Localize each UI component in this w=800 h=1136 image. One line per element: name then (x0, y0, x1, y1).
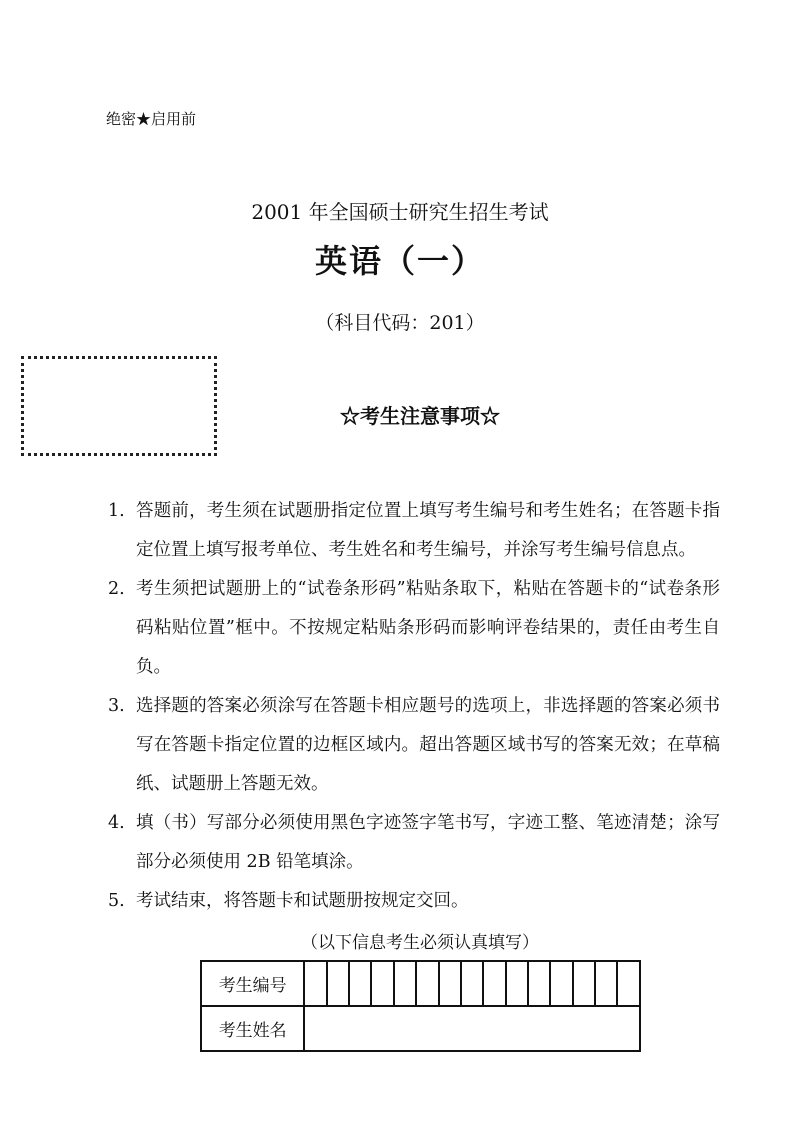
instruction-number: 1. (108, 501, 125, 521)
instruction-number: 4. (108, 813, 125, 833)
candidate-id-cell[interactable] (550, 961, 572, 1006)
candidate-name-label: 考生姓名 (201, 1006, 304, 1051)
instruction-text: 答题前，考生须在试题册指定位置上填写考生编号和考生姓名；在答题卡指定位置上填写报考单位、考生姓名和考生编号，并涂写考生编号信息点。 (136, 501, 720, 560)
candidate-id-label: 考生编号 (201, 961, 304, 1006)
candidate-id-cell[interactable] (416, 961, 438, 1006)
instruction-item (108, 570, 720, 687)
candidate-id-cell[interactable] (617, 961, 640, 1006)
candidate-id-cell[interactable] (483, 961, 505, 1006)
instructions-list (108, 492, 720, 921)
instruction-item (108, 804, 720, 882)
exam-title: 2001 年全国硕士研究生招生考试 (251, 200, 549, 224)
instruction-item (108, 882, 720, 921)
instruction-item (108, 687, 720, 804)
candidate-name-field[interactable] (304, 1006, 640, 1051)
candidate-name-row (201, 1006, 640, 1051)
instruction-number: 3. (108, 696, 125, 716)
info-note: （以下信息考生必须认真填写） (301, 933, 539, 953)
instruction-item (108, 492, 720, 570)
candidate-id-cell[interactable] (595, 961, 617, 1006)
instruction-text: 考生须把试题册上的“试卷条形码”粘贴条取下，粘贴在答题卡的“试卷条形码粘贴位置”框中。不按规定粘贴条形码而影响评卷结果的，责任由考生自负。 (136, 579, 720, 677)
candidate-id-cell[interactable] (304, 961, 326, 1006)
instruction-text: 选择题的答案必须涂写在答题卡相应题号的选项上，非选择题的答案必须书写在答题卡指定位置的边框区域内。超出答题区域书写的答案无效；在草稿纸、试题册上答题无效。 (136, 696, 720, 794)
candidate-info-table (200, 960, 641, 1052)
candidate-id-cell[interactable] (327, 961, 349, 1006)
notice-heading: ☆考生注意事项☆ (340, 404, 500, 428)
candidate-id-cell[interactable] (461, 961, 483, 1006)
instruction-number: 2. (108, 579, 125, 599)
candidate-id-cell[interactable] (573, 961, 595, 1006)
candidate-id-cell[interactable] (439, 961, 461, 1006)
candidate-id-cell[interactable] (528, 961, 550, 1006)
confidential-label: 绝密★启用前 (106, 110, 197, 128)
instruction-text: 考试结束，将答题卡和试题册按规定交回。 (136, 891, 469, 911)
instruction-text: 填（书）写部分必须使用黑色字迹签字笔书写，字迹工整、笔迹清楚；涂写部分必须使用 2B 铅笔填涂。 (136, 813, 720, 872)
candidate-id-cell[interactable] (506, 961, 528, 1006)
candidate-id-cell[interactable] (371, 961, 393, 1006)
candidate-id-cell[interactable] (349, 961, 371, 1006)
subject-title: 英语（一） (314, 242, 485, 280)
subject-code: （科目代码：201） (315, 312, 485, 334)
candidate-id-row (201, 961, 640, 1006)
candidate-id-cell[interactable] (394, 961, 416, 1006)
instruction-number: 5. (108, 891, 125, 911)
